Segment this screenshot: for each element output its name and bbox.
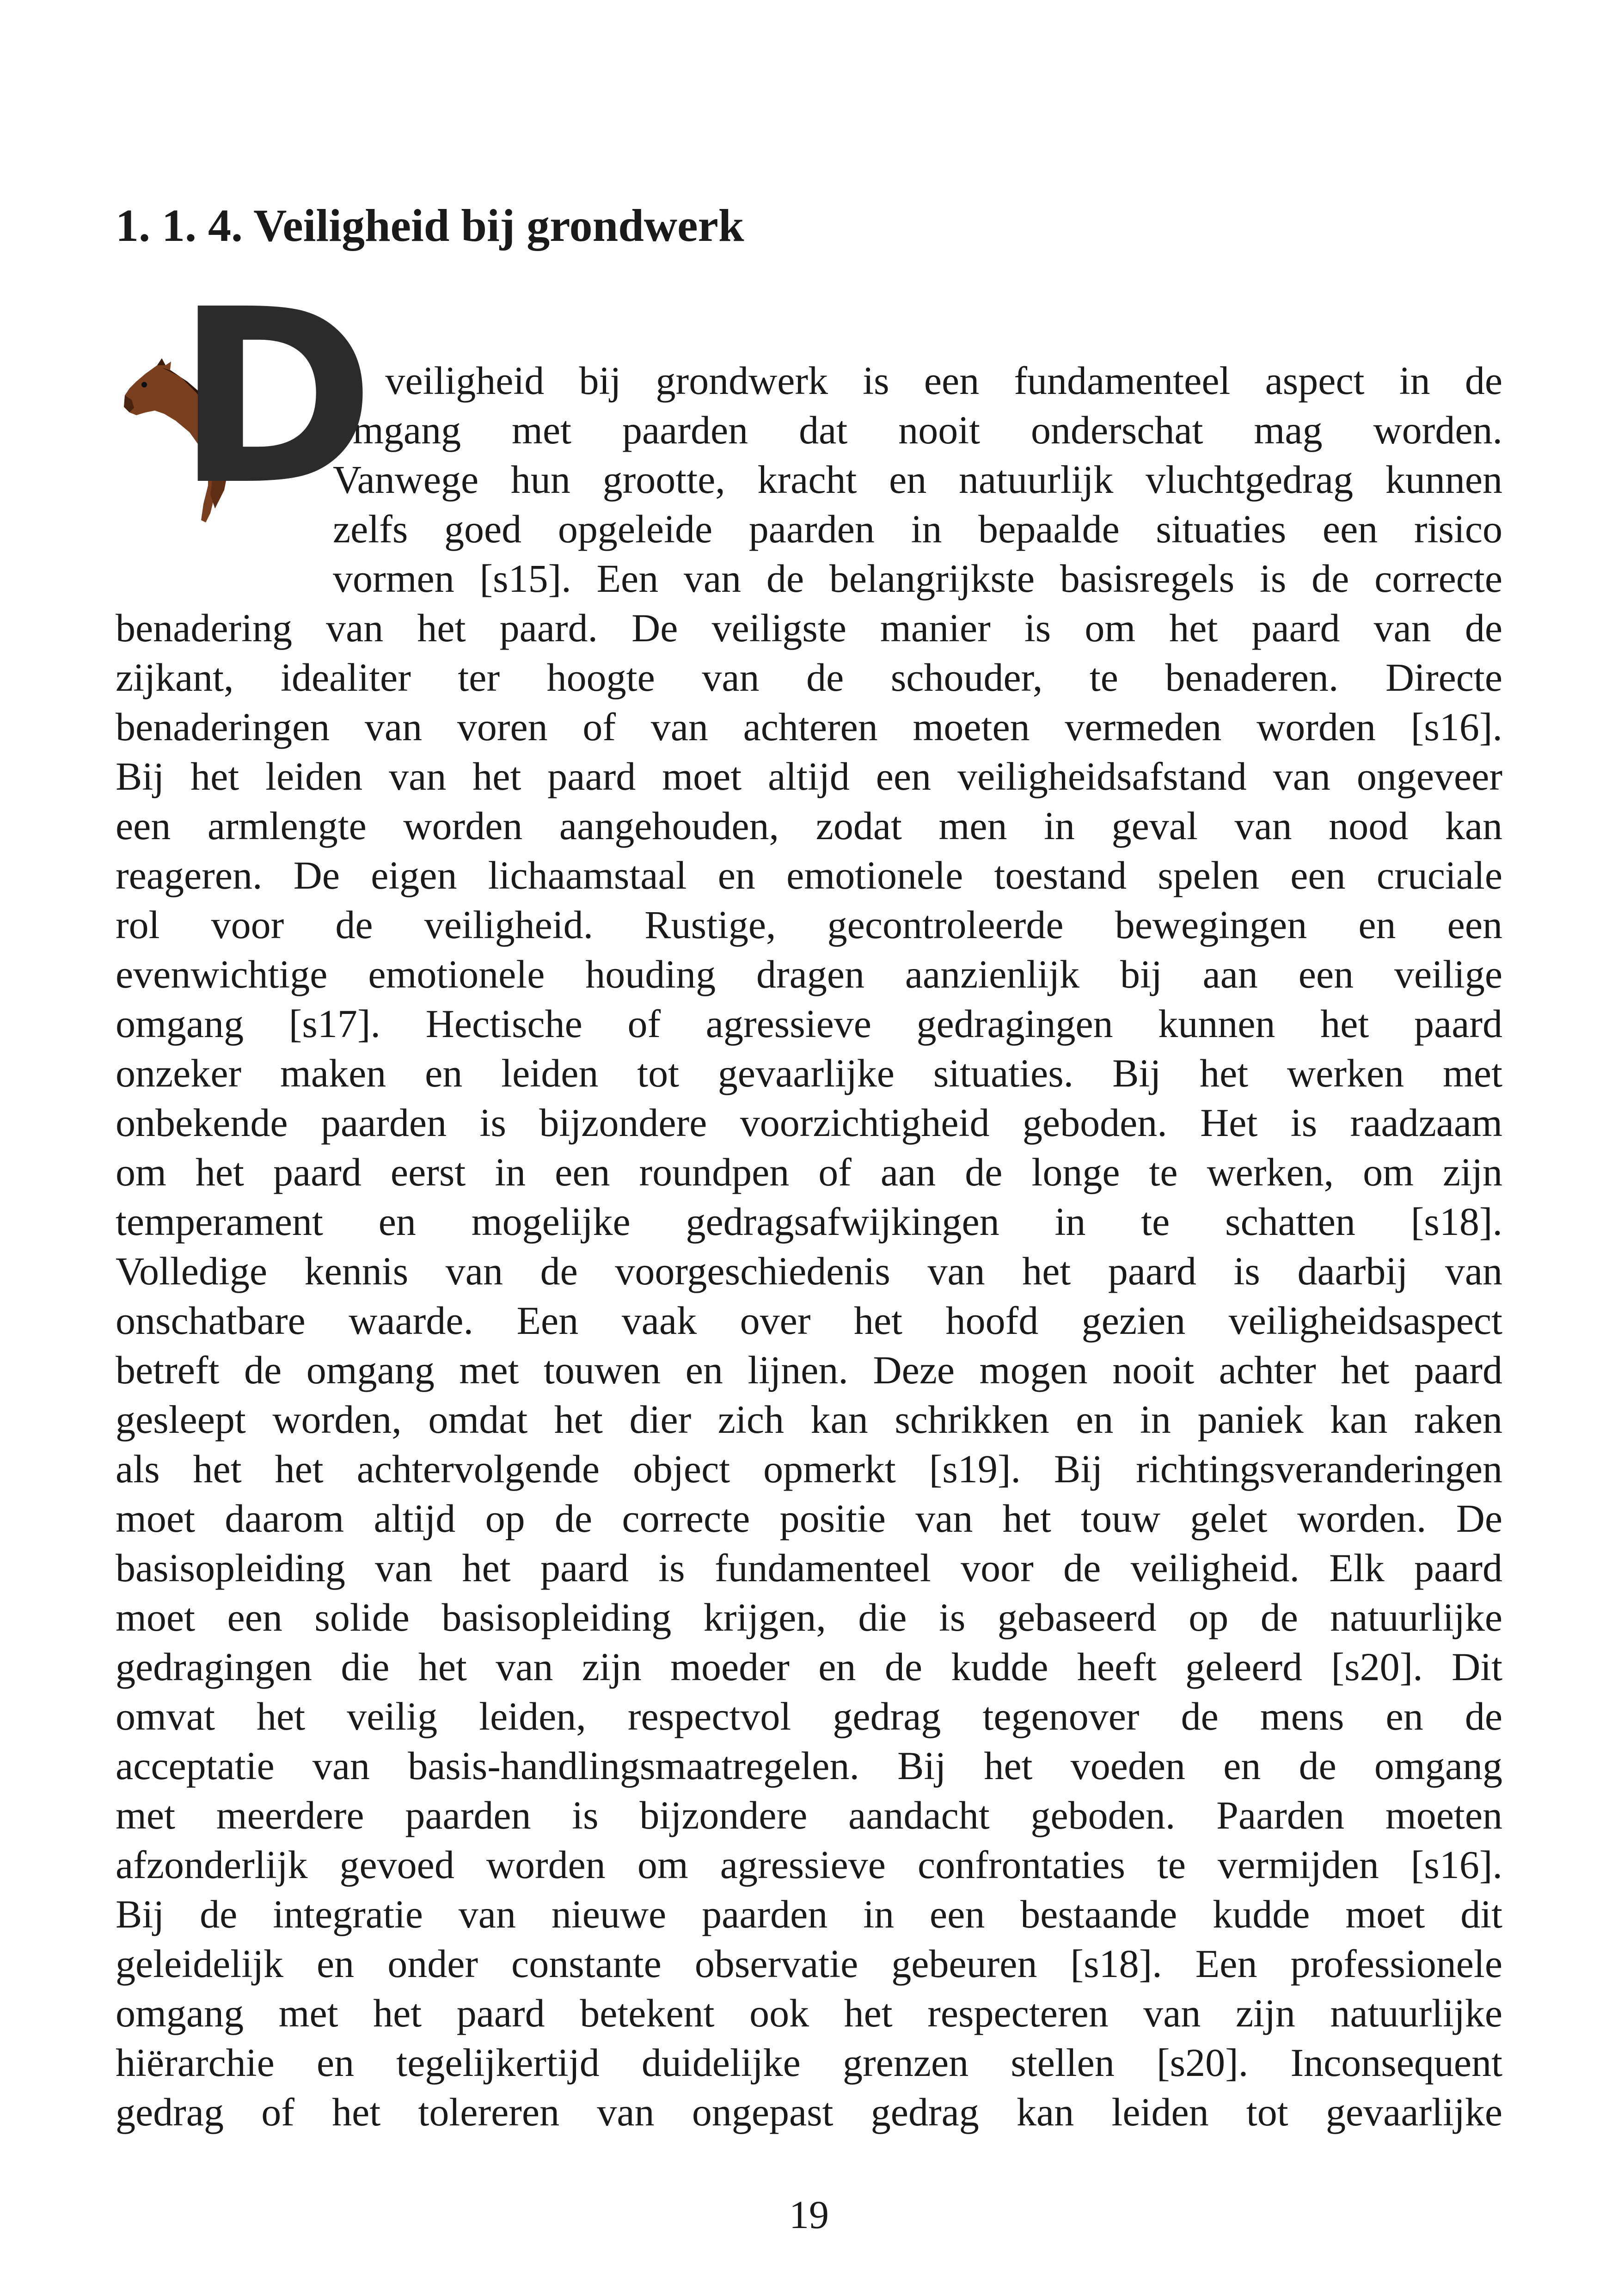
text-line: gedrag of het tolereren van ongepast gedrag kan leiden tot gevaarlijke [116,2090,1502,2134]
text-line: temperament en mogelijke gedragsafwijkingen in te schatten [s18]. [116,1199,1502,1244]
section-heading: 1. 1. 4. Veiligheid bij grondwerk [116,200,744,251]
text-line: onzeker maken en leiden tot gevaarlijke situaties. Bij het werken met [116,1051,1502,1095]
text-line: benaderingen van voren of van achteren moeten vermeden worden [s16]. [116,705,1502,749]
text-line: onbekende paarden is bijzondere voorzichtigheid geboden. Het is raadzaam [116,1100,1502,1145]
text-line: Bij het leiden van het paard moet altijd een veiligheidsafstand van ongeveer [116,754,1502,798]
text-line: omgang met het paard betekent ook het respecteren van zijn natuurlijke [116,1991,1502,2035]
text-line: omgang met paarden dat nooit onderschat mag worden. [333,408,1502,452]
text-line: een armlengte worden aangehouden, zodat men in geval van nood kan [116,804,1502,848]
text-line: om het paard eerst in een roundpen of aan de longe te werken, om zijn [116,1150,1502,1194]
text-line: moet daarom altijd op de correcte positie van het touw gelet worden. De [116,1496,1502,1541]
text-line: betreft de omgang met touwen en lijnen. Deze mogen nooit achter het paard [116,1348,1502,1392]
text-line: gedragingen die het van zijn moeder en de kudde heeft geleerd [s20]. Dit [116,1645,1502,1689]
text-line: moet een solide basisopleiding krijgen, die is gebaseerd op de natuurlijke [116,1595,1502,1639]
text-line: met meerdere paarden is bijzondere aandacht geboden. Paarden moeten [116,1793,1502,1837]
text-line: Bij de integratie van nieuwe paarden in een bestaande kudde moet dit [116,1892,1502,1936]
text-line: acceptatie van basis-handlingsmaatregelen. Bij het voeden en de omgang [116,1743,1502,1788]
text-line: Vanwege hun grootte, kracht en natuurlijk vluchtgedrag kunnen [333,457,1502,502]
text-line: als het het achtervolgende object opmerkt [s19]. Bij richtingsveranderingen [116,1447,1502,1491]
text-line: omvat het veilig leiden, respectvol gedrag tegenover de mens en de [116,1694,1502,1738]
text-line: hiërarchie en tegelijkertijd duidelijke grenzen stellen [s20]. Inconsequent [116,2040,1502,2085]
text-line: benadering van het paard. De veiligste manier is om het paard van de [116,606,1502,650]
text-line: rol voor de veiligheid. Rustige, gecontroleerde bewegingen en een [116,902,1502,947]
body-paragraph [116,258,1502,2137]
text-line: afzonderlijk gevoed worden om agressieve confrontaties te vermijden [s16]. [116,1842,1502,1887]
dropcap-letter: D [176,258,375,538]
page-number: 19 [789,2192,829,2237]
text-line: evenwichtige emotionele houding dragen aanzienlijk bij aan een veilige [116,952,1502,996]
text-line: vormen [s15]. Een van de belangrijkste basisregels is de correcte [333,556,1502,601]
text-line: basisopleiding van het paard is fundamenteel voor de veiligheid. Elk paard [116,1546,1502,1590]
text-line: gesleept worden, omdat het dier zich kan schrikken en in paniek kan raken [116,1397,1502,1442]
text-line: onschatbare waarde. Een vaak over het hoofd gezien veiligheidsaspect [116,1298,1502,1343]
text-line: zelfs goed opgeleide paarden in bepaalde situaties een risico [333,507,1502,551]
text-line: reageren. De eigen lichaamstaal en emotionele toestand spelen een cruciale [116,853,1502,897]
text-line: e veiligheid bij grondwerk is een fundamenteel aspect in de [333,358,1502,403]
dropcap [116,258,375,555]
text-line: omgang [s17]. Hectische of agressieve gedragingen kunnen het paard [116,1001,1502,1046]
text-line: zijkant, idealiter ter hoogte van de schouder, te benaderen. Directe [116,655,1502,700]
text-line: geleidelijk en onder constante observatie gebeuren [s18]. Een professionele [116,1941,1502,1986]
text-line: Volledige kennis van de voorgeschiedenis van het paard is daarbij van [116,1249,1502,1293]
